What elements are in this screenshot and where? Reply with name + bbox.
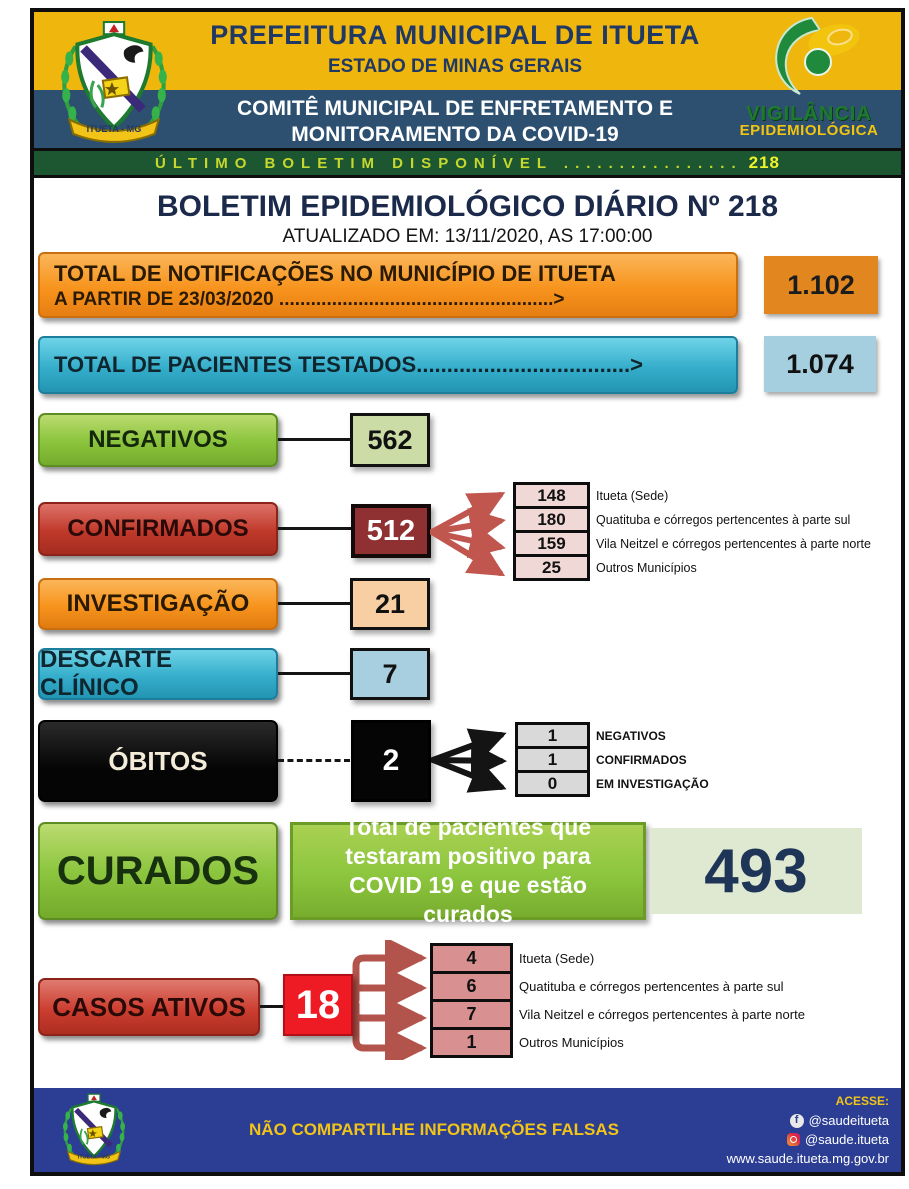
breakdown-row (515, 770, 709, 797)
vigilancia-swoosh-icon (734, 14, 884, 100)
breakdown-label: Itueta (Sede) (596, 488, 669, 503)
instagram-handle: @saude.itueta (804, 1132, 889, 1147)
breakdown-value: 1 (430, 1027, 513, 1058)
committee-line2: MONITORAMENTO DA COVID-19 (291, 123, 619, 146)
footer-access-label: ACESSE: (835, 1094, 889, 1108)
breakdown-label: CONFIRMADOS (596, 752, 687, 767)
total-notifications-line1: TOTAL DE NOTIFICAÇÕES NO MUNICÍPIO DE ITUETA (54, 261, 616, 286)
descarte-connector (278, 672, 350, 675)
last-bulletin-band (34, 148, 901, 178)
breakdown-label: Vila Neitzel e córregos pertencentes à parte norte (519, 1007, 805, 1022)
crest-ribbon-text: ITUETA - MG (86, 123, 142, 134)
breakdown-label: Quatituba e córregos pertencentes à parte sul (596, 512, 851, 527)
casos-ativos-value: 18 (283, 974, 353, 1036)
breakdown-value: 4 (430, 943, 513, 974)
vigilancia-text-line2: EPIDEMIOLÓGICA (739, 122, 879, 139)
obitos-connector (278, 759, 350, 762)
curados-value: 493 (650, 828, 862, 914)
breakdown-value: 1 (515, 746, 590, 773)
breakdown-row (430, 943, 805, 974)
breakdown-label: Vila Neitzel e córregos pertencentes à parte norte (596, 536, 871, 551)
page-subtitle: ATUALIZADO EM: 13/11/2020, AS 17:00:00 (282, 226, 653, 247)
breakdown-row (513, 530, 871, 557)
confirmados-button: CONFIRMADOS (38, 502, 278, 556)
vigilancia-text-line1: VIGILÂNCIA (746, 103, 872, 125)
total-notifications-value: 1.102 (764, 256, 878, 314)
obitos-fan-arrows (431, 712, 515, 808)
footer-crest-logo (56, 1093, 132, 1167)
breakdown-value: 6 (430, 971, 513, 1002)
breakdown-value: 148 (513, 482, 590, 509)
negativos-value: 562 (350, 413, 430, 467)
obitos-breakdown (515, 722, 709, 797)
instagram-link[interactable] (727, 1130, 889, 1149)
breakdown-row (430, 999, 805, 1030)
breakdown-label: EM INVESTIGAÇÃO (596, 776, 709, 791)
obitos-button: ÓBITOS (38, 720, 278, 802)
breakdown-row (513, 506, 871, 533)
breakdown-row (513, 482, 871, 509)
breakdown-label: Itueta (Sede) (519, 951, 595, 966)
descarte-value: 7 (350, 648, 430, 700)
vigilancia-logo (725, 14, 893, 148)
facebook-icon: f (790, 1114, 804, 1128)
breakdown-value: 7 (430, 999, 513, 1030)
breakdown-value: 180 (513, 506, 590, 533)
casos-ativos-connector (260, 1005, 284, 1008)
breakdown-row (430, 1027, 805, 1058)
last-bulletin-label: ÚLTIMO BOLETIM DISPONÍVEL ................ (154, 154, 743, 172)
facebook-handle: @saudeitueta (808, 1113, 889, 1128)
org-state: ESTADO DE MINAS GERAIS (327, 56, 583, 77)
investigacao-button: INVESTIGAÇÃO (38, 578, 278, 630)
last-bulletin-number: 218 (748, 153, 780, 172)
breakdown-row (515, 722, 709, 749)
breakdown-value: 25 (513, 554, 590, 581)
total-notifications-bar (38, 252, 738, 318)
total-tested-value: 1.074 (764, 336, 876, 392)
breakdown-label: Quatituba e córregos pertencentes à parte sul (519, 979, 784, 994)
casos-ativos-button: CASOS ATIVOS (38, 978, 260, 1036)
footer-message: NÃO COMPARTILHE INFORMAÇÕES FALSAS (249, 1120, 619, 1139)
confirmados-breakdown (513, 482, 871, 581)
confirmados-value: 512 (351, 504, 431, 558)
investigacao-connector (278, 602, 350, 605)
confirmados-fan-arrows (430, 482, 514, 586)
website-link[interactable]: www.saude.itueta.mg.gov.br (726, 1151, 889, 1166)
breakdown-row (515, 746, 709, 773)
org-title: PREFEITURA MUNICIPAL DE ITUETA (210, 20, 700, 50)
committee-line1: COMITÊ MUNICIPAL DE ENFRETAMENTO E (237, 97, 673, 120)
city-crest-logo (50, 20, 178, 146)
breakdown-row (513, 554, 871, 581)
descarte-clinico-button: DESCARTE CLÍNICO (38, 648, 278, 700)
committee-title (184, 96, 726, 148)
footer-links (727, 1092, 889, 1168)
instagram-icon (787, 1133, 800, 1146)
curados-button: CURADOS (38, 822, 278, 920)
footer-bar (34, 1088, 901, 1172)
breakdown-value: 1 (515, 722, 590, 749)
casos-ativos-breakdown (430, 943, 805, 1058)
breakdown-value: 0 (515, 770, 590, 797)
breakdown-label: NEGATIVOS (596, 728, 666, 743)
breakdown-row (430, 971, 805, 1002)
negativos-button: NEGATIVOS (38, 413, 278, 467)
page-title: BOLETIM EPIDEMIOLÓGICO DIÁRIO Nº 218 (156, 190, 779, 223)
bulletin-frame (30, 8, 905, 1176)
negativos-connector (278, 438, 350, 441)
total-tested-label: TOTAL DE PACIENTES TESTADOS...................................> (54, 352, 643, 377)
breakdown-value: 159 (513, 530, 590, 557)
total-notifications-line2: A PARTIR DE 23/03/2020 ....................................................> (54, 289, 565, 310)
confirmados-connector (278, 527, 351, 530)
breakdown-label: Outros Municípios (596, 560, 697, 575)
investigacao-value: 21 (350, 578, 430, 630)
obitos-value: 2 (351, 720, 431, 802)
facebook-link[interactable] (727, 1111, 889, 1130)
total-tested-bar (38, 336, 738, 394)
curados-description: Total de pacientes que testaram positivo para COVID 19 e que estão curados (290, 822, 646, 920)
breakdown-label: Outros Municípios (519, 1035, 624, 1050)
